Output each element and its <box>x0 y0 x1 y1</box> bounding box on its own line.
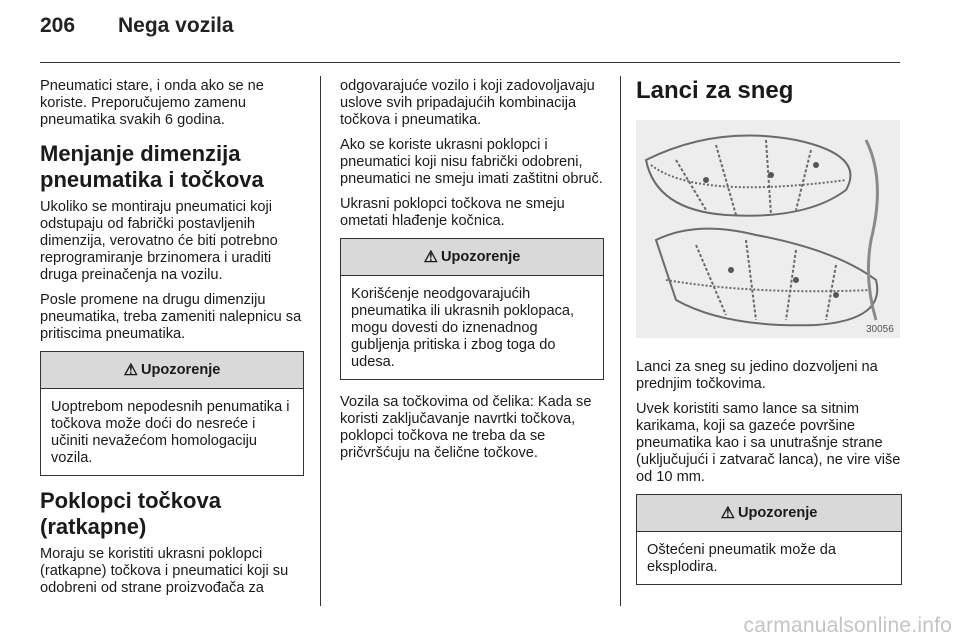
warning-header <box>341 239 603 276</box>
page-header <box>40 14 234 38</box>
snow-chains-illustration <box>636 120 900 338</box>
paragraph: Posle promene na drugu dimenziju pneumatika, treba zameniti nalepnicu sa pritiscima pneumatika. <box>40 292 302 342</box>
column-3 <box>636 78 902 597</box>
warning-title: Upozorenje <box>440 249 521 265</box>
paragraph: Vozila sa točkovima od čelika: Kada se koristi zaključavanje navrtki točkova, poklopci točkova ne treba da se pričvršćuju na čelične točkove. <box>340 394 592 461</box>
warning-box <box>636 494 902 585</box>
section-heading: Poklopci točkova (ratkapne) <box>40 488 221 539</box>
warning-text: Korišćenje neodgovarajućih pneumatika ili ukrasnih poklopaca, mogu dovesti do iznenadnog gubljenja pritiska i zbog toga do udesa. <box>351 286 575 370</box>
paragraph: Moraju se koristiti ukrasni poklopci (ratkapne) točkova i pneumatici koji su odobreni od strane proizvođača za <box>40 546 289 596</box>
page-number: 206 <box>40 14 76 37</box>
warning-box <box>340 238 604 380</box>
paragraph: Pneumatici stare, i onda ako se ne koriste. Preporučujemo zamenu pneumatika svakih 6 godina. <box>40 78 264 128</box>
paragraph: Ako se koriste ukrasni poklopci i pneumatici koji nisu fabrički odobreni, pneumatici ne smeju imati zaštitni obruč. <box>340 137 603 187</box>
column-divider-2 <box>620 76 621 606</box>
figure-number: 30056 <box>866 324 894 335</box>
warning-box <box>40 351 304 476</box>
warning-icon: ⚠ <box>123 362 138 379</box>
warning-text: Uoptrebom nepodesnih penumatika i točkova može doći do nesreće i učiniti nevažećom homologaciju vozila. <box>51 399 290 466</box>
header-rule <box>40 62 900 63</box>
column-divider-1 <box>320 76 321 606</box>
column-2 <box>340 78 604 470</box>
paragraph: Uvek koristiti samo lance sa sitnim karikama, koji sa gazeće površine pneumatika kao i sa unutrašnje strane (uključujući i zatvarač lanca), ne vire više od 10 mm. <box>636 401 901 485</box>
warning-text: Oštećeni pneumatik može da eksplodira. <box>647 542 837 575</box>
warning-header <box>41 352 303 389</box>
warning-title: Upozorenje <box>140 362 221 378</box>
paragraph: Lanci za sneg su jedino dozvoljeni na prednjim točkovima. <box>636 359 878 392</box>
section-heading: Menjanje dimenzija pneumatika i točkova <box>40 141 264 192</box>
warning-header <box>637 495 901 532</box>
warning-icon: ⚠ <box>423 249 438 266</box>
watermark: carmanualsonline.info <box>743 614 952 637</box>
warning-title: Upozorenje <box>737 505 818 521</box>
paragraph: odgovarajuće vozilo i koji zadovoljavaju uslove svih pripadajućih kombinacija točkova i pneumatika. <box>340 78 595 128</box>
warning-icon: ⚠ <box>720 505 735 522</box>
section-heading: Lanci za sneg <box>636 77 794 104</box>
page-title: Nega vozila <box>118 14 234 37</box>
paragraph: Ukoliko se montiraju pneumatici koji odstupaju od fabrički postavljenih dimenzija, verovatno će biti potrebno reprogramiranje brzinomera i uraditi druga preinačenja na vozilu. <box>40 199 278 283</box>
column-1 <box>40 78 304 605</box>
paragraph: Ukrasni poklopci točkova ne smeju ometati hlađenje kočnica. <box>340 196 565 229</box>
